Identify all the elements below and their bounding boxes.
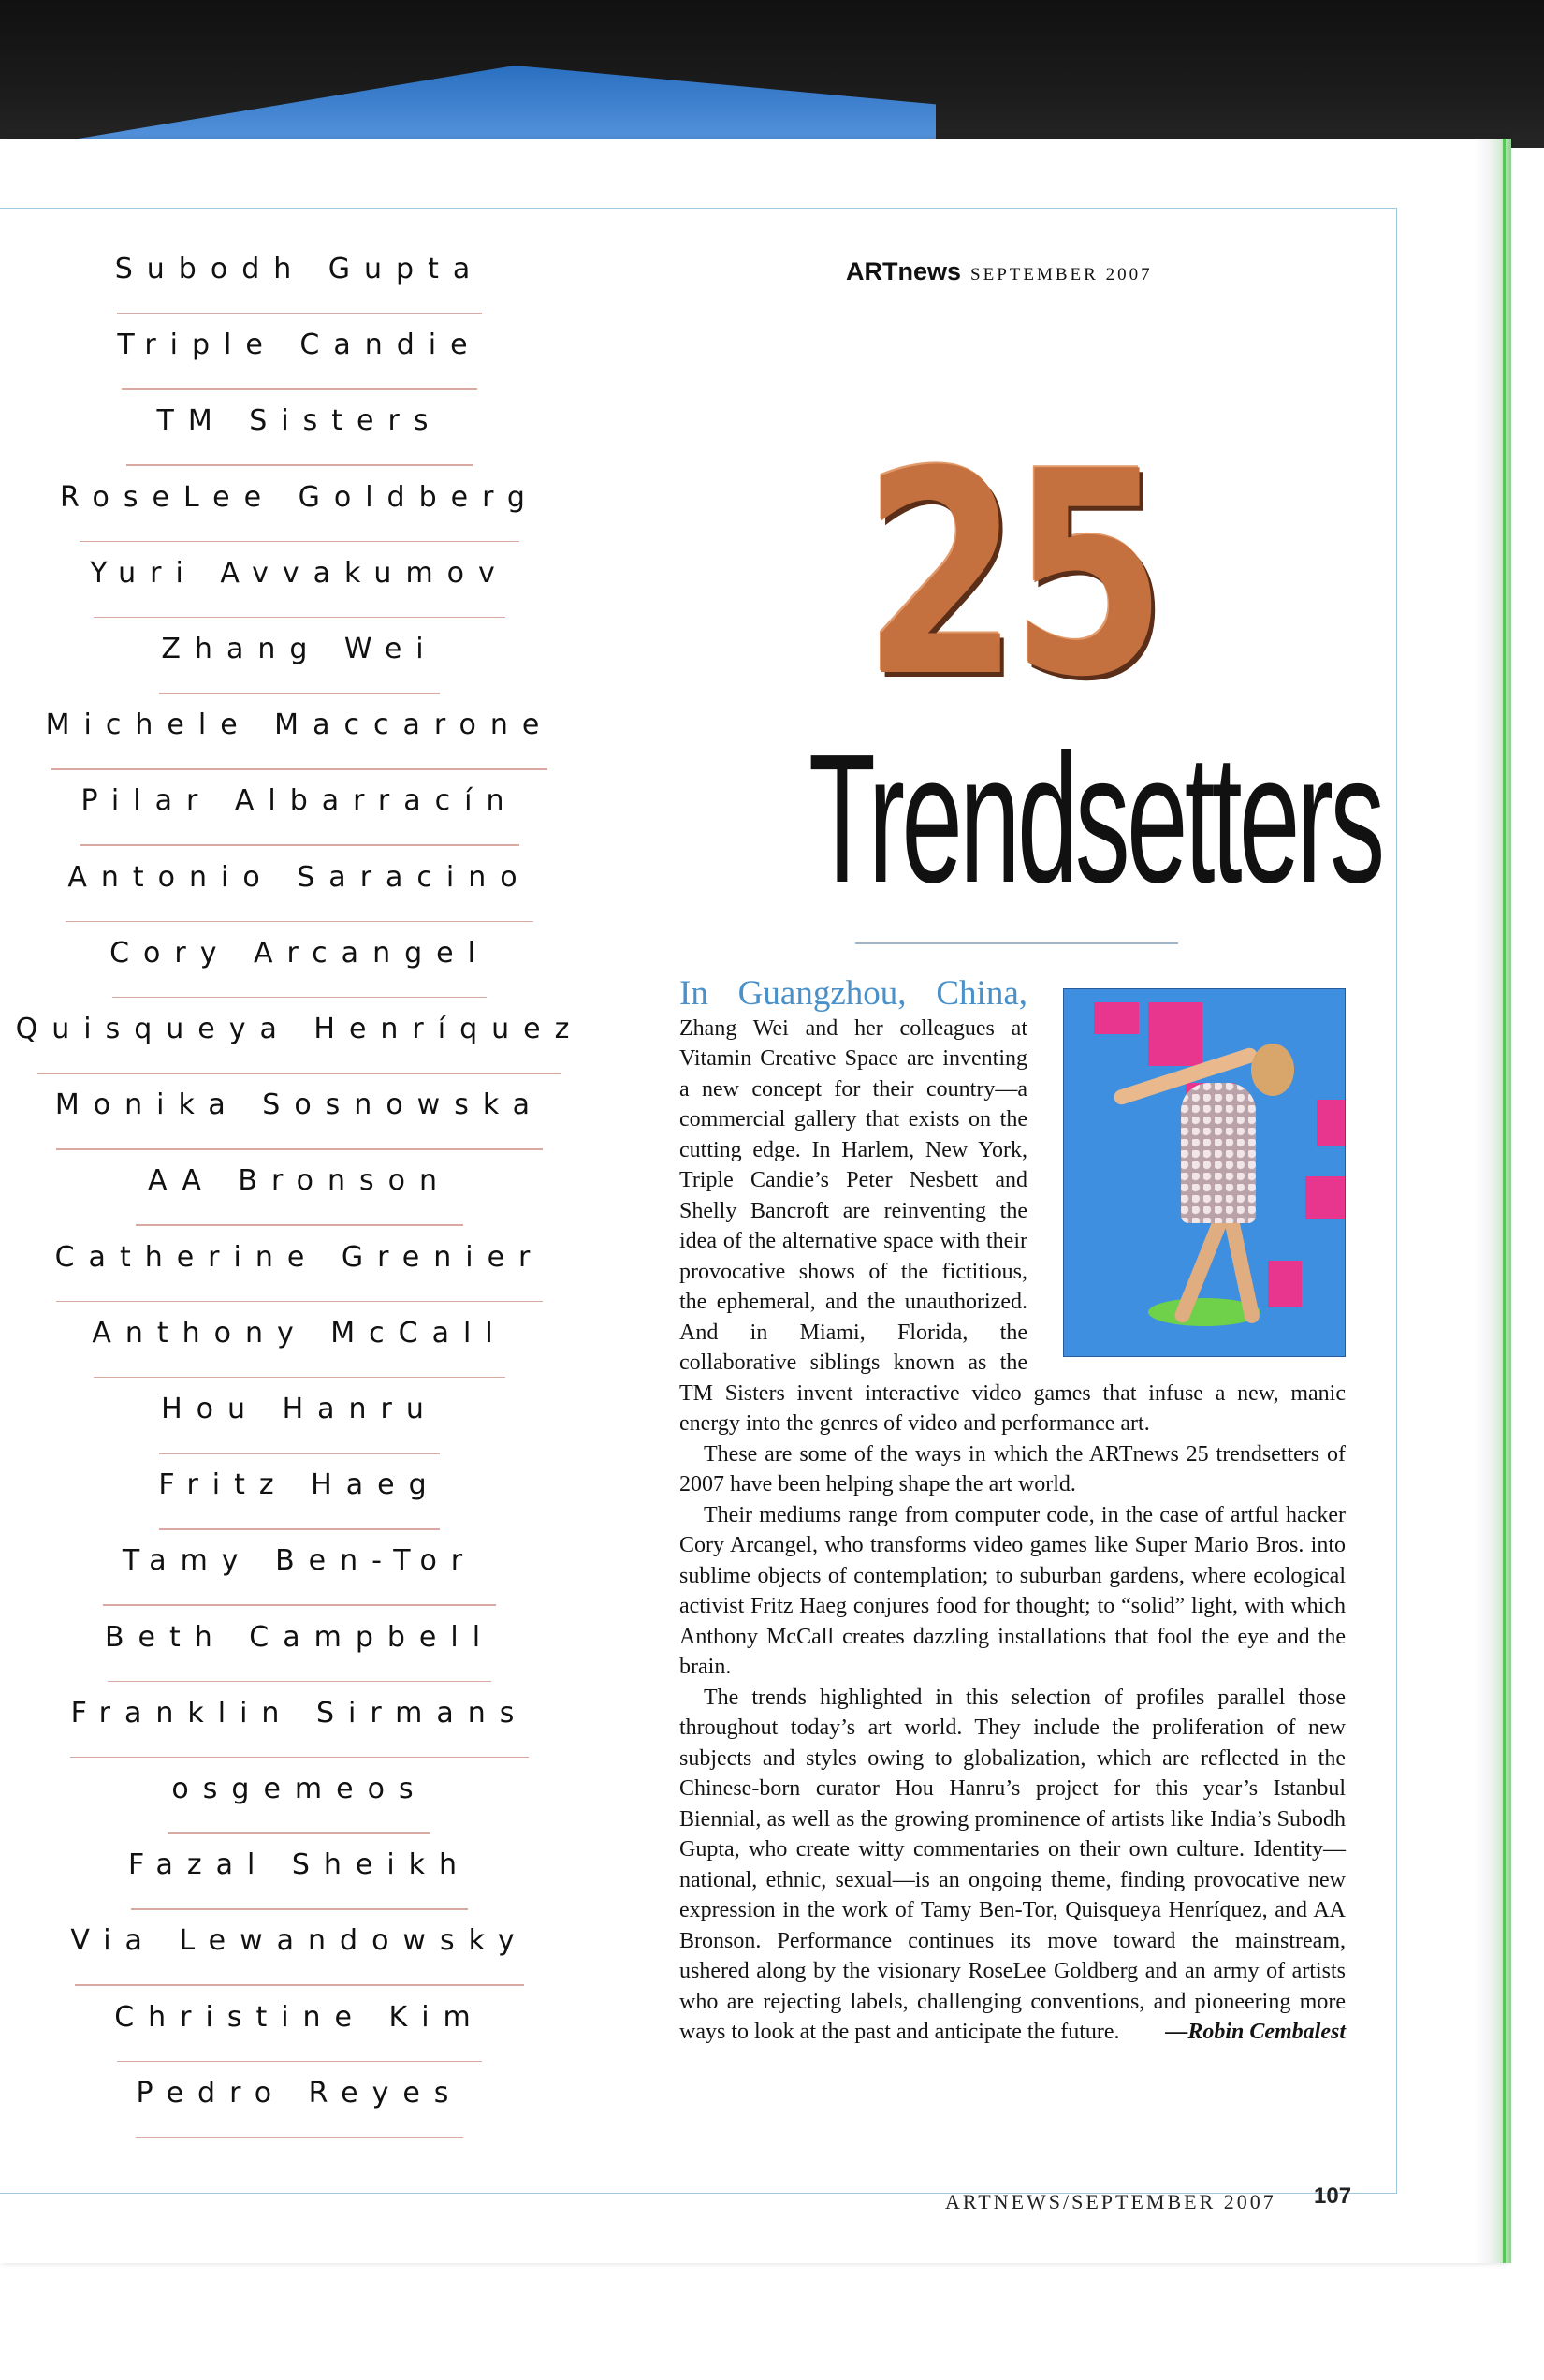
- trendsetter-name: Zhang Wei: [161, 633, 438, 665]
- paragraph-1: [679, 974, 1346, 1439]
- trendsetter-name-item: [0, 1087, 599, 1162]
- page-number: 107: [1314, 2183, 1352, 2209]
- trendsetter-name: Beth Campbell: [104, 1620, 495, 1654]
- trendsetter-name: Anthony McCall: [92, 1316, 507, 1350]
- masthead-brand: ARTnews: [846, 257, 962, 285]
- lead-in: In Guangzhou, China,: [679, 974, 1027, 1013]
- trendsetter-name: Antonio Saracino: [67, 860, 532, 894]
- trendsetter-name-item: [0, 707, 599, 782]
- name-divider: [94, 1377, 505, 1379]
- name-divider: [131, 1908, 468, 1910]
- trendsetter-name-item: [0, 935, 599, 1011]
- name-divider: [56, 1148, 543, 1150]
- byline: —Robin Cembalest: [1165, 2020, 1346, 2044]
- headline-divider: [855, 942, 1178, 944]
- trendsetter-name-item: [0, 1011, 599, 1087]
- trendsetter-name-item: [0, 1771, 599, 1847]
- name-divider: [70, 1757, 529, 1759]
- masthead-date: SEPTEMBER 2007: [970, 265, 1153, 285]
- trendsetter-name-item: [0, 1315, 599, 1391]
- trendsetter-name: Yuri Avvakumov: [90, 556, 509, 590]
- trendsetter-name-item: [0, 859, 599, 935]
- trendsetter-name-item: [0, 1391, 599, 1467]
- name-divider: [159, 1528, 440, 1530]
- paragraph-3: Their mediums range from computer code, in the case of artful hacker Cory Arcangel, who transforms video games like Super Mario Bros. into sublime objects of contemplation; to suburban gardens, where ecological activist Fritz Haeg conjures food for thought; to “solid” light, with which Anthony McCall creates dazzling installations that fool the eye and the brain.: [679, 1502, 1346, 1679]
- name-divider: [94, 617, 505, 619]
- trendsetter-name: Catherine Grenier: [54, 1240, 545, 1274]
- trendsetter-name: Christine Kim: [114, 2000, 485, 2034]
- running-footer: ARTNEWS/SEPTEMBER 2007: [945, 2190, 1276, 2213]
- pink-square: [1305, 1176, 1345, 1219]
- trendsetter-name: Cory Arcangel: [109, 936, 489, 970]
- trendsetter-name-item: [0, 1619, 599, 1695]
- name-divider: [117, 2061, 482, 2063]
- trendsetter-name-item: [0, 1847, 599, 1922]
- pink-square: [1317, 1100, 1345, 1146]
- pink-square: [1148, 1002, 1202, 1066]
- trendsetter-name: Michele Maccarone: [45, 708, 554, 742]
- paragraph-2: These are some of the ways in which the ARTnews 25 trendsetters of 2007 have been helping shape the art world.: [679, 1441, 1346, 1497]
- article-body: [679, 974, 1346, 2048]
- trendsetter-name: RoseLee Goldberg: [60, 480, 539, 514]
- trendsetter-name: Fazal Sheikh: [127, 1848, 472, 1882]
- trendsetter-name: Quisqueya Henríquez: [15, 1013, 584, 1045]
- trendsetter-name: Tamy Ben-Tor: [122, 1544, 477, 1578]
- name-divider: [126, 464, 473, 466]
- name-divider: [117, 313, 482, 314]
- trendsetter-name: Franklin Sirmans: [70, 1696, 529, 1730]
- name-divider: [168, 1832, 430, 1834]
- trendsetter-name-item: [0, 1922, 599, 1998]
- name-divider: [159, 693, 440, 694]
- name-divider: [80, 541, 519, 543]
- trendsetter-name: Hou Hanru: [161, 1393, 438, 1425]
- trendsetter-name: AA Bronson: [147, 1164, 452, 1198]
- headline-number: 25: [863, 412, 1158, 738]
- trendsetter-name-item: [0, 479, 599, 555]
- name-divider: [136, 1224, 463, 1226]
- trendsetter-name: Subodh Gupta: [114, 253, 485, 285]
- trendsetter-name: Via Lewandowsky: [70, 1924, 529, 1958]
- masthead: [846, 257, 1153, 286]
- trendsetter-name-item: [0, 1162, 599, 1238]
- paragraph-1-text: Zhang Wei and her colleagues at Vitamin Creative Space are inventing a new concept for their country—a commercial gallery that exists on the cutting edge. In Harlem, New York, Triple Candie’s Peter Nesbett and Shelly Bancroft are reinventing the idea of the alternative space with their provocative shows of the fictitious, the ephemeral, and the unauthorized. And in Miami, Florida, the collaborative siblings known as the TM Sisters invent interactive video games that infuse a new, manic energy into the genres of video and performance art.: [679, 1015, 1346, 1436]
- trendsetter-name-item: [0, 1695, 599, 1771]
- trendsetter-name: Pilar Albarracín: [80, 784, 518, 818]
- trendsetter-name-item: [0, 1542, 599, 1618]
- name-divider: [66, 921, 533, 923]
- page-stack-edge: [1474, 139, 1511, 2263]
- trendsetter-name: osgemeos: [171, 1773, 428, 1805]
- name-divider: [112, 997, 487, 999]
- paragraph-4: [679, 1683, 1346, 2048]
- trendsetter-name-item: [0, 555, 599, 631]
- trendsetter-name: Monika Sosnowska: [54, 1088, 545, 1122]
- trendsetter-name-item: [0, 631, 599, 707]
- figure-dress: [1181, 1083, 1256, 1223]
- trendsetter-name: TM Sisters: [156, 404, 443, 438]
- name-divider: [122, 388, 477, 390]
- trendsetter-name-item: [0, 1467, 599, 1542]
- pink-square: [1268, 1261, 1302, 1307]
- trendsetter-name-item: [0, 1239, 599, 1315]
- headline-title: Trendsetters: [808, 716, 1382, 921]
- name-divider: [75, 1984, 524, 1986]
- name-divider: [56, 1301, 543, 1303]
- trendsetter-name: Pedro Reyes: [136, 2076, 463, 2110]
- name-divider: [108, 1681, 491, 1683]
- trendsetter-name: Fritz Haeg: [158, 1468, 441, 1502]
- name-divider: [159, 1453, 440, 1454]
- trendsetter-name-item: [0, 1999, 599, 2075]
- name-divider: [51, 768, 547, 770]
- trendsetter-name-item: [0, 2075, 599, 2151]
- name-divider: [80, 844, 519, 846]
- paragraph-4-text: The trends highlighted in this selection of profiles parallel those throughout today’s art world. They include the proliferation of new subjects and styles owing to globalization, which are reflected in the Chinese-born curator Hou Hanru’s project for this year’s Istanbul Biennial, as well as the growing prominence of artists like India’s Subodh Gupta, who create witty commentaries on their own culture. Identity—national, ethnic, sexual—is an ongoing theme, finding provocative new expression in the work of Tamy Ben-Tor, Quisqueya Henríquez, and AA Bronson. Performance continues its move toward the mainstream, ushered along by the visionary RoseLee Goldberg and an army of artists who are rejecting labels, challenging conventions, and pioneering more ways to look at the past and anticipate the future.: [679, 1685, 1346, 2044]
- trendsetter-name-item: [0, 402, 599, 478]
- artwork-photo: [1063, 988, 1346, 1357]
- pink-square: [1094, 1002, 1139, 1034]
- trendsetter-name-item: [0, 782, 599, 858]
- name-divider: [37, 1073, 561, 1074]
- name-divider: [136, 2137, 463, 2139]
- name-divider: [103, 1604, 496, 1606]
- trendsetter-name-item: [0, 251, 599, 327]
- trendsetter-name-item: [0, 327, 599, 402]
- trendsetter-name: Triple Candie: [117, 329, 482, 362]
- figure-head: [1251, 1044, 1294, 1096]
